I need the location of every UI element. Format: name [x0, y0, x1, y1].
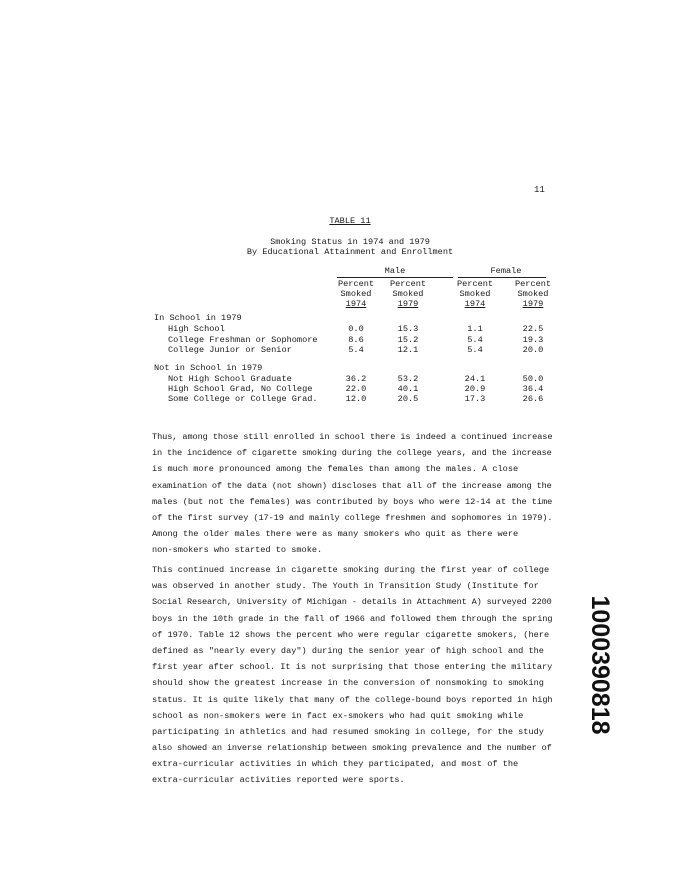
- paragraph-line: school as non-smokers were in fact ex-smokers who had quit smoking while: [152, 710, 524, 721]
- section-title-not-in-school: Not in School in 1979: [154, 363, 263, 373]
- paragraph-line: Social Research, University of Michigan - details in Attachment A) surveyed 2200: [152, 597, 552, 608]
- group-rule-female: [458, 277, 546, 278]
- paragraph-line: defined as "nearly every day") during the senior year of high school and the: [152, 645, 544, 656]
- table-subtitle: Smoking Status in 1974 and 1979: [270, 237, 430, 247]
- cell-value: 24.1: [464, 374, 486, 384]
- row-label: Not High School Graduate: [168, 374, 292, 384]
- row-label: College Junior or Senior: [168, 345, 292, 355]
- column-header: Percent Smoked 1974: [337, 279, 375, 309]
- cell-value: 20.9: [464, 384, 486, 394]
- cell-value: 40.1: [397, 384, 419, 394]
- column-header: Percent Smoked 1974: [456, 279, 494, 309]
- group-header-male: Male: [384, 266, 406, 276]
- paragraph-line: is much more pronounced among the females than among the males. A close: [152, 464, 519, 475]
- row-label: College Freshman or Sophomore: [168, 335, 318, 345]
- cell-value: 17.3: [464, 394, 486, 404]
- cell-value: 19.3: [522, 335, 544, 345]
- cell-value: 12.1: [397, 345, 419, 355]
- table-row: [0, 395, 675, 406]
- table-row: [0, 325, 675, 336]
- paragraph-line: first year after school. It is not surprising that those entering the military: [152, 662, 553, 673]
- cell-value: 20.0: [522, 345, 544, 355]
- paragraph-line: was observed in another study. The Youth in Transition Study (Institute for: [152, 581, 539, 592]
- paragraph-line: participating in athletics and had resumed smoking in college, for the study: [152, 726, 544, 737]
- paragraph-line: Thus, among those still enrolled in school there is indeed a continued increase: [152, 432, 553, 442]
- paragraph-line: status. It is quite likely that many of the college-bound boys reported in high: [152, 694, 553, 705]
- paragraph-line: extra-curricular activities reported were sports.: [152, 775, 405, 786]
- cell-value: 36.2: [345, 374, 367, 384]
- cell-value: 36.4: [522, 384, 544, 394]
- group-rule-male: [337, 277, 453, 278]
- cell-value: 5.4: [467, 345, 483, 355]
- cell-value: 12.0: [345, 394, 367, 404]
- cell-value: 15.3: [397, 324, 419, 334]
- column-header: Percent Smoked 1979: [389, 279, 427, 309]
- row-label: High School: [168, 324, 225, 334]
- table-title: TABLE 11: [329, 216, 371, 226]
- paragraph-line: also showed an inverse relationship between smoking prevalence and the number of: [152, 743, 552, 754]
- table-subtitle-2: By Educational Attainment and Enrollment: [246, 247, 454, 257]
- paragraph-line: extra-curricular activities in which they participated, and most of the: [152, 759, 519, 770]
- paragraph-line: of the first survey (17-19 and mainly college freshmen and sophomores in 1979).: [152, 512, 553, 523]
- row-label: Some College or College Grad.: [168, 394, 318, 404]
- cell-value: 0.0: [348, 324, 364, 334]
- cell-value: 1.1: [467, 324, 483, 334]
- paragraph-line: boys in the 10th grade in the fall of 1966 and followed them through the spring: [152, 613, 553, 624]
- body-paragraph: [152, 566, 552, 793]
- paragraph-line: non-smokers who started to smoke.: [152, 545, 323, 556]
- cell-value: 22.0: [345, 384, 367, 394]
- document-id-stamp: [580, 560, 620, 770]
- column-header: Percent Smoked 1979: [514, 279, 552, 309]
- group-header-female: Female: [490, 266, 522, 276]
- paragraph-line: in the incidence of cigarette smoking during the college years, and the increase: [152, 448, 552, 459]
- cell-value: 5.4: [467, 335, 483, 345]
- body-paragraph: [152, 433, 552, 563]
- paragraph-line: should show the greatest increase in the conversion of nonsmoking to smoking: [152, 678, 544, 689]
- section-title-in-school: In School in 1979: [154, 313, 242, 323]
- paragraph-line: of 1970. Table 12 shows the percent who were regular cigarette smokers, (here: [152, 629, 550, 640]
- cell-value: 8.6: [348, 335, 364, 345]
- stamp-text: 1000390818: [586, 595, 614, 735]
- paragraph-line: Among the older males there were as many smokers who quit as there were: [152, 529, 519, 540]
- table-row: [0, 346, 675, 357]
- paragraph-line: examination of the data (not shown) discloses that all of the increase among the: [152, 480, 552, 491]
- row-label: High School Grad, No College: [168, 384, 313, 394]
- cell-value: 53.2: [397, 374, 419, 384]
- cell-value: 50.0: [522, 374, 544, 384]
- paragraph-line: males (but not the females) was contributed by boys who were 12-14 at the time: [152, 496, 553, 507]
- page-number: 11: [534, 185, 545, 195]
- paragraph-line: This continued increase in cigarette smoking during the first year of college: [152, 565, 550, 575]
- cell-value: 15.2: [397, 335, 419, 345]
- cell-value: 26.6: [522, 394, 544, 404]
- cell-value: 22.5: [522, 324, 544, 334]
- cell-value: 5.4: [348, 345, 364, 355]
- cell-value: 20.5: [397, 394, 419, 404]
